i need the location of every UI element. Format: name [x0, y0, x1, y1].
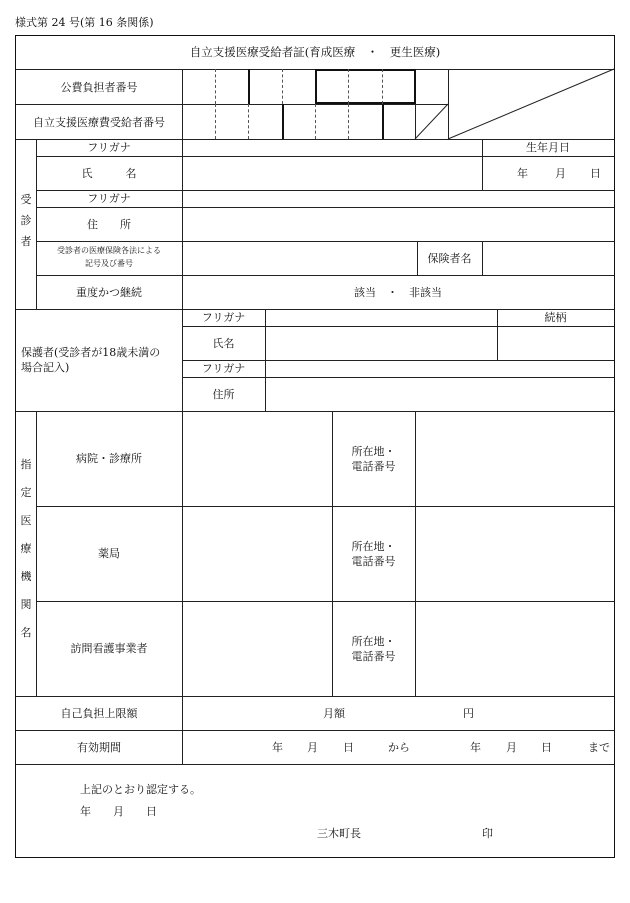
guardian-name-label: 氏名 [212, 337, 235, 350]
birth-month-unit: 月 [555, 167, 566, 180]
guardian-label-line1: 保護者(受診者が18歳未満の [21, 346, 161, 359]
validity-start-day: 日 [343, 741, 354, 754]
address-furigana-label: フリガナ [87, 192, 131, 205]
yen-unit: 円 [463, 707, 474, 720]
guardian-relation-label: 続柄 [544, 311, 567, 324]
certification-statement: 上記のとおり認定する。 [80, 783, 201, 796]
patient-name-label: 氏 名 [81, 167, 137, 180]
validity-end-month: 月 [506, 741, 517, 754]
hospital-clinic-label: 病院・診療所 [76, 452, 142, 465]
institution-section-label: 指 定 医 療 機 関 名 [20, 458, 32, 639]
certificate-title: 自立支援医療受給者証(育成医療 ・ 更生医療) [189, 45, 441, 59]
insurance-number-label-line1: 受診者の医療保険各法による [57, 246, 161, 255]
nursing-location-label-line1: 所在地・ [351, 635, 396, 648]
patient-furigana-label: フリガナ [87, 141, 131, 154]
mayor-title: 三木町長 [317, 827, 361, 840]
pharmacy-label: 薬局 [98, 547, 120, 560]
visiting-nursing-label: 訪問看護事業者 [70, 642, 148, 655]
insurance-number-label-line2: 記号及び番号 [85, 259, 133, 268]
severe-continuous-value: 該当 ・ 非該当 [354, 286, 442, 299]
address-label: 住 所 [87, 218, 131, 231]
birth-date-label: 生年月日 [526, 141, 570, 154]
validity-from: から [388, 741, 410, 754]
birth-day-unit: 日 [590, 167, 601, 180]
validity-start-month: 月 [307, 741, 318, 754]
validity-until: まで [588, 741, 610, 754]
patient-section-label: 受 診 者 [20, 193, 32, 248]
pharmacy-location-label-line1: 所在地・ [351, 540, 396, 553]
monthly-amount-label: 月額 [323, 707, 345, 720]
nursing-location-label-line2: 電話番号 [351, 650, 396, 663]
validity-start-year: 年 [272, 741, 283, 754]
guardian-furigana-label: フリガナ [201, 311, 246, 324]
severe-continuous-label: 重度かつ継続 [76, 286, 142, 299]
hospital-location-label-line1: 所在地・ [351, 445, 396, 458]
hospital-location-label-line2: 電話番号 [351, 460, 396, 473]
payer-number-label: 公費負担者番号 [60, 81, 138, 94]
form-number: 様式第 24 号(第 16 条関係) [15, 16, 154, 29]
validity-end-day: 日 [541, 741, 552, 754]
recipient-number-label: 自立支援医療費受給者番号 [33, 116, 165, 129]
guardian-address-furigana-label: フリガナ [201, 362, 246, 375]
insurer-name-label: 保険者名 [427, 252, 472, 265]
validity-end-year: 年 [470, 741, 481, 754]
validity-period-label: 有効期間 [77, 741, 121, 754]
copay-limit-label: 自己負担上限額 [60, 707, 138, 720]
birth-year-unit: 年 [517, 167, 528, 180]
guardian-label-line2: 場合記入) [21, 361, 70, 374]
guardian-address-label: 住所 [212, 388, 235, 401]
official-seal-mark: 印 [482, 827, 493, 840]
pharmacy-location-label-line2: 電話番号 [351, 555, 396, 568]
certification-date: 年 月 日 [80, 805, 157, 818]
